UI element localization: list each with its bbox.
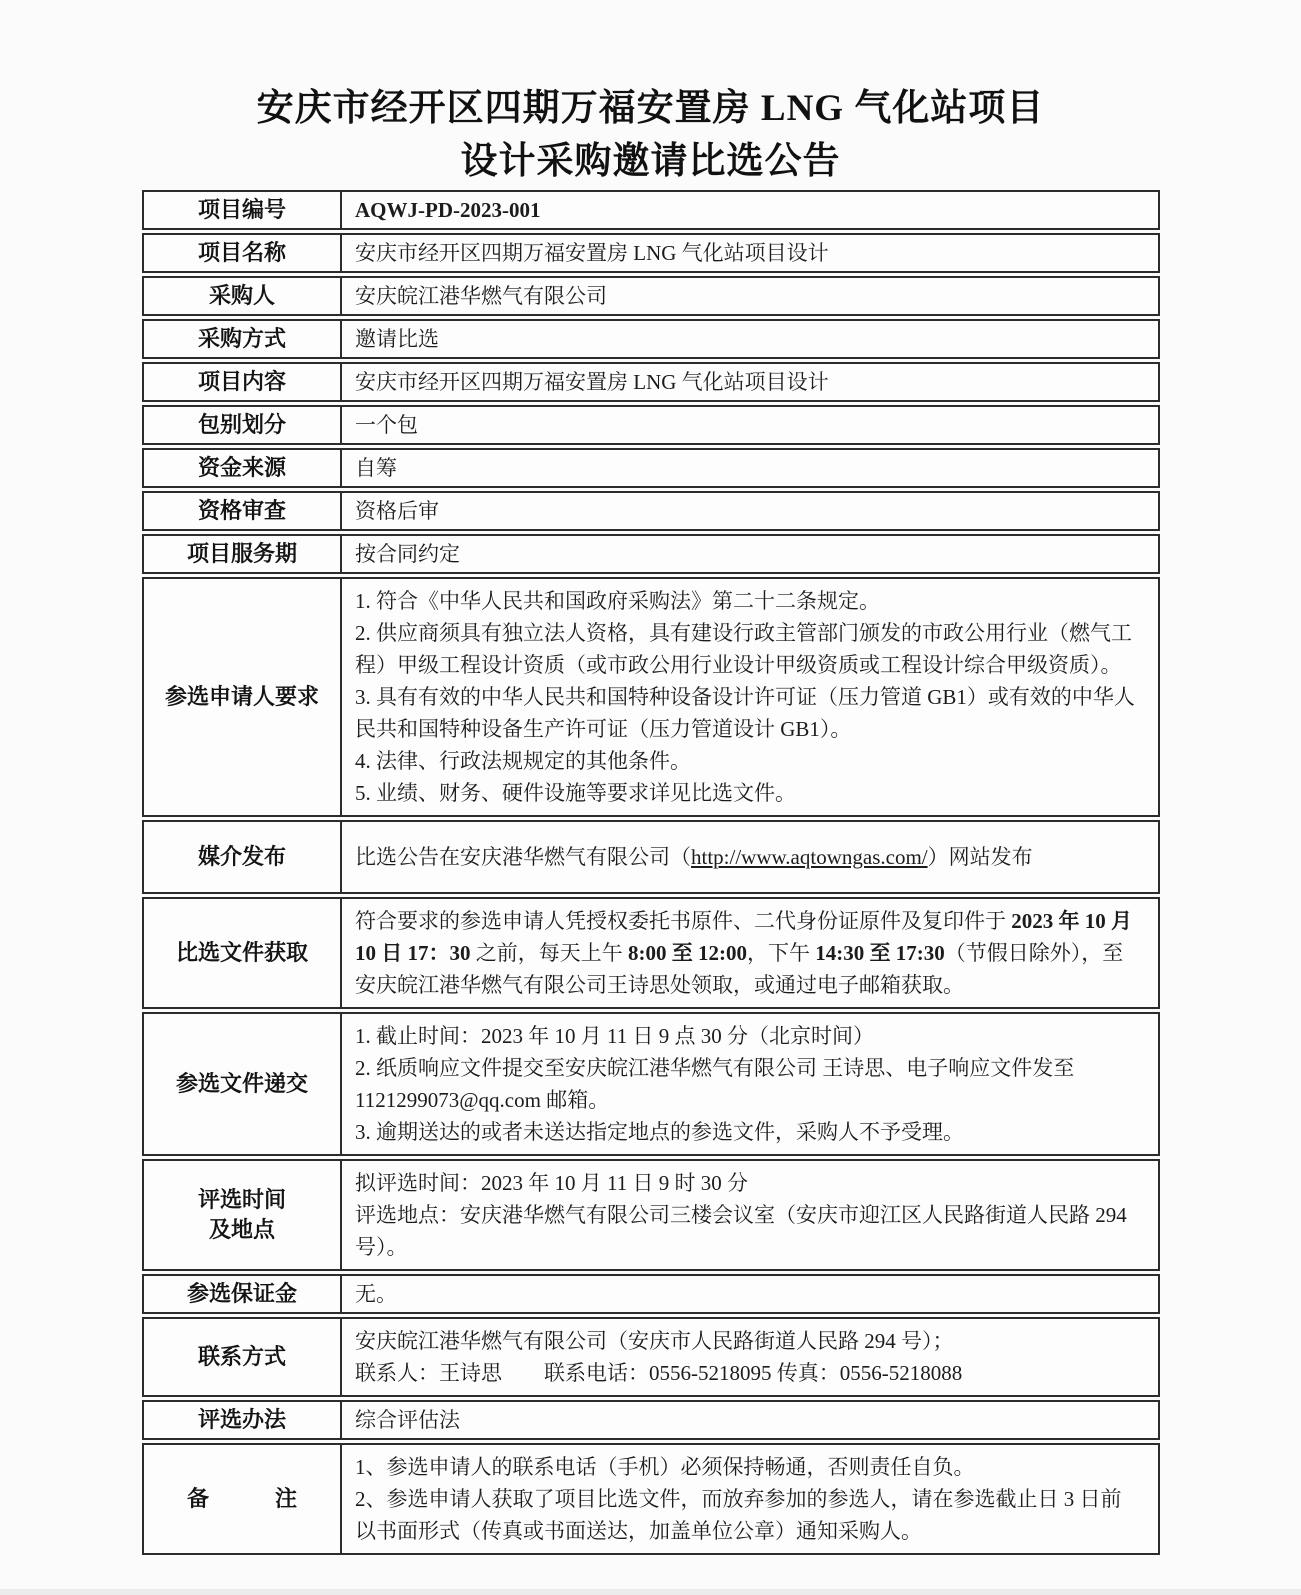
text-line: [355, 1199, 1140, 1263]
text-line: [355, 1052, 1140, 1116]
text-segment: 拟评选时间：2023 年 10 月 11 日 9 时 30 分: [355, 1171, 748, 1195]
table-row: [142, 233, 1160, 273]
row-label-purchaser: [142, 276, 342, 316]
text-line: [355, 366, 1140, 398]
text-line: [355, 1278, 1140, 1310]
row-value-procurement-method: [340, 319, 1160, 359]
row-label-procurement-method: [142, 319, 342, 359]
text-segment: 综合评估法: [355, 1408, 460, 1432]
document-title: [0, 0, 1301, 188]
text-line: [355, 1116, 1140, 1148]
row-label-document-submission: [142, 1012, 342, 1156]
row-label-evaluation-time-place: [142, 1159, 342, 1271]
row-label-project-name: [142, 233, 342, 273]
label-line: 参选申请人要求: [164, 684, 319, 709]
label-line: 采购方式: [197, 326, 286, 351]
announcement-table: [142, 190, 1160, 1555]
text-segment: 安庆市经开区四期万福安置房 LNG 气化站项目设计: [355, 370, 829, 394]
text-line: [355, 585, 1140, 617]
text-segment: 评选地点：安庆港华燃气有限公司三楼会议室（安庆市迎江区人民路街道人民路 294 号）。: [355, 1203, 1132, 1259]
row-value-project-name: [340, 233, 1160, 273]
text-line: [355, 841, 1140, 873]
page-bottom-edge: [0, 1589, 1301, 1595]
text-line: [355, 1451, 1140, 1483]
text-line: [355, 1020, 1140, 1052]
text-segment: 1、参选申请人的联系电话（手机）必须保持畅通，否则责任自负。: [355, 1455, 975, 1479]
label-line: 评选时间: [197, 1187, 286, 1212]
text-segment: 联系人：王诗思 联系电话：0556-5218095 传真：0556-5218088: [355, 1361, 963, 1385]
title-line-1: 安庆市经开区四期万福安置房 LNG 气化站项目: [256, 88, 1045, 129]
label-line: 采购人: [208, 283, 275, 308]
row-value-service-period: [340, 534, 1160, 574]
text-line: [355, 280, 1140, 312]
text-line: [355, 495, 1140, 527]
label-line: 项目编号: [197, 197, 286, 222]
row-value-remarks: [340, 1443, 1160, 1555]
row-value-evaluation-method: [340, 1400, 1160, 1440]
row-label-contact-info: [142, 1317, 342, 1397]
text-segment: 之前，每天上午: [470, 941, 628, 965]
text-segment: 安庆皖江港华燃气有限公司: [355, 284, 607, 308]
label-line: 比选文件获取: [175, 940, 308, 965]
label-line: 资格审查: [197, 498, 286, 523]
website-link[interactable]: http://www.aqtowngas.com/: [691, 845, 928, 869]
row-value-package-division: [340, 405, 1160, 445]
text-line: [355, 1325, 1140, 1357]
text-segment: 1. 截止时间：2023 年 10 月 11 日 9 点 30 分（北京时间）: [355, 1024, 874, 1048]
row-value-document-submission: [340, 1012, 1160, 1156]
row-value-project-content: [340, 362, 1160, 402]
text-segment: 自筹: [355, 456, 397, 480]
table-row: [142, 897, 1160, 1009]
table-row: [142, 276, 1160, 316]
text-segment: 5. 业绩、财务、硬件设施等要求详见比选文件。: [355, 781, 796, 805]
text-line: [355, 452, 1140, 484]
label-line: 媒介发布: [197, 844, 286, 869]
row-label-project-number: [142, 190, 342, 230]
text-segment: （节假日除外），至安庆皖江港华燃气有限公司王诗思处领取，或通过电子邮箱获取。: [355, 941, 1124, 997]
text-line: [355, 617, 1140, 681]
label-line: 评选办法: [197, 1407, 286, 1432]
row-label-document-acquisition: [142, 897, 342, 1009]
row-value-bid-deposit: [340, 1274, 1160, 1314]
label-line: 项目内容: [197, 369, 286, 394]
table-row: [142, 820, 1160, 894]
table-row: [142, 534, 1160, 574]
table-row: [142, 1012, 1160, 1156]
text-line: [355, 777, 1140, 809]
text-line: [355, 681, 1140, 745]
text-line: [355, 409, 1140, 441]
text-segment: AQWJ-PD-2023-001: [355, 198, 541, 222]
table-row: [142, 405, 1160, 445]
label-line: 项目名称: [197, 240, 286, 265]
table-row: [142, 1400, 1160, 1440]
table-row: [142, 577, 1160, 817]
text-segment: 3. 具有有效的中华人民共和国特种设备设计许可证（压力管道 GB1）或有效的中华人民共和国特种设备生产许可证（压力管道设计 GB1）。: [355, 685, 1135, 741]
row-label-service-period: [142, 534, 342, 574]
row-label-media-release: [142, 820, 342, 894]
row-label-bid-deposit: [142, 1274, 342, 1314]
row-label-funding-source: [142, 448, 342, 488]
table-row: [142, 1317, 1160, 1397]
table-row: [142, 190, 1160, 230]
label-line: 参选文件递交: [175, 1071, 308, 1096]
label-line: 参选保证金: [186, 1281, 297, 1306]
text-line: [355, 745, 1140, 777]
table-row: [142, 1274, 1160, 1314]
row-value-contact-info: [340, 1317, 1160, 1397]
row-value-purchaser: [340, 276, 1160, 316]
text-segment: 资格后审: [355, 499, 439, 523]
text-line: [355, 1357, 1140, 1389]
row-value-qualification-review: [340, 491, 1160, 531]
table-row: [142, 1159, 1160, 1271]
row-value-evaluation-time-place: [340, 1159, 1160, 1271]
text-segment: 邀请比选: [355, 327, 439, 351]
text-line: [355, 1483, 1140, 1547]
table-row: [142, 319, 1160, 359]
text-segment: 3. 逾期送达的或者未送达指定地点的参选文件，采购人不予受理。: [355, 1120, 964, 1144]
label-line: 及地点: [208, 1217, 275, 1242]
text-segment: 符合要求的参选申请人凭授权委托书原件、二代身份证原件及复印件于: [355, 909, 1012, 933]
text-line: [355, 194, 1140, 226]
label-line: 项目服务期: [186, 541, 297, 566]
row-label-project-content: [142, 362, 342, 402]
title-line-2: 设计采购邀请比选公告: [460, 141, 841, 182]
table-row: [142, 1443, 1160, 1555]
row-label-evaluation-method: [142, 1400, 342, 1440]
text-line: [355, 538, 1140, 570]
row-label-remarks: [142, 1443, 342, 1555]
text-segment: 一个包: [355, 413, 418, 437]
text-segment: 2、参选申请人获取了项目比选文件，而放弃参加的参选人，请在参选截止日 3 日前以书面形式（传真或书面送达，加盖单位公章）通知采购人。: [355, 1487, 1122, 1543]
text-segment: 4. 法律、行政法规规定的其他条件。: [355, 749, 691, 773]
text-line: [355, 323, 1140, 355]
table-row: [142, 448, 1160, 488]
row-value-applicant-requirements: [340, 577, 1160, 817]
text-segment: ，下午: [747, 941, 816, 965]
row-value-funding-source: [340, 448, 1160, 488]
text-segment: 2. 供应商须具有独立法人资格，具有建设行政主管部门颁发的市政公用行业（燃气工程）甲级工程设计资质（或市政公用行业设计甲级资质或工程设计综合甲级资质）。: [355, 621, 1132, 677]
label-line: 备 注: [186, 1486, 297, 1511]
text-line: [355, 905, 1140, 1001]
row-label-applicant-requirements: [142, 577, 342, 817]
text-segment: 安庆市经开区四期万福安置房 LNG 气化站项目设计: [355, 241, 829, 265]
text-line: [355, 1404, 1140, 1436]
row-label-package-division: [142, 405, 342, 445]
text-segment: 无。: [355, 1282, 397, 1306]
label-line: 资金来源: [197, 455, 286, 480]
text-segment: ）网站发布: [927, 845, 1033, 869]
text-segment: 比选公告在安庆港华燃气有限公司（: [355, 845, 691, 869]
text-segment: 14:30 至 17:30: [815, 941, 945, 965]
text-line: [355, 237, 1140, 269]
row-value-media-release: [340, 820, 1160, 894]
row-value-project-number: [340, 190, 1160, 230]
text-segment: 8:00 至 12:00: [628, 941, 747, 965]
table-row: [142, 491, 1160, 531]
label-line: 包别划分: [197, 412, 286, 437]
row-label-qualification-review: [142, 491, 342, 531]
table-row: [142, 362, 1160, 402]
text-segment: 1. 符合《中华人民共和国政府采购法》第二十二条规定。: [355, 589, 880, 613]
text-segment: 按合同约定: [355, 542, 460, 566]
text-segment: 2. 纸质响应文件提交至安庆皖江港华燃气有限公司 王诗思、电子响应文件发至 1121299073@qq.com 邮箱。: [355, 1056, 1080, 1112]
text-segment: 安庆皖江港华燃气有限公司（安庆市人民路街道人民路 294 号）；: [355, 1329, 954, 1353]
row-value-document-acquisition: [340, 897, 1160, 1009]
text-segment: 2023 年 10 月 10 日 17：30: [355, 909, 1138, 965]
label-line: 联系方式: [197, 1344, 286, 1369]
text-line: [355, 1167, 1140, 1199]
